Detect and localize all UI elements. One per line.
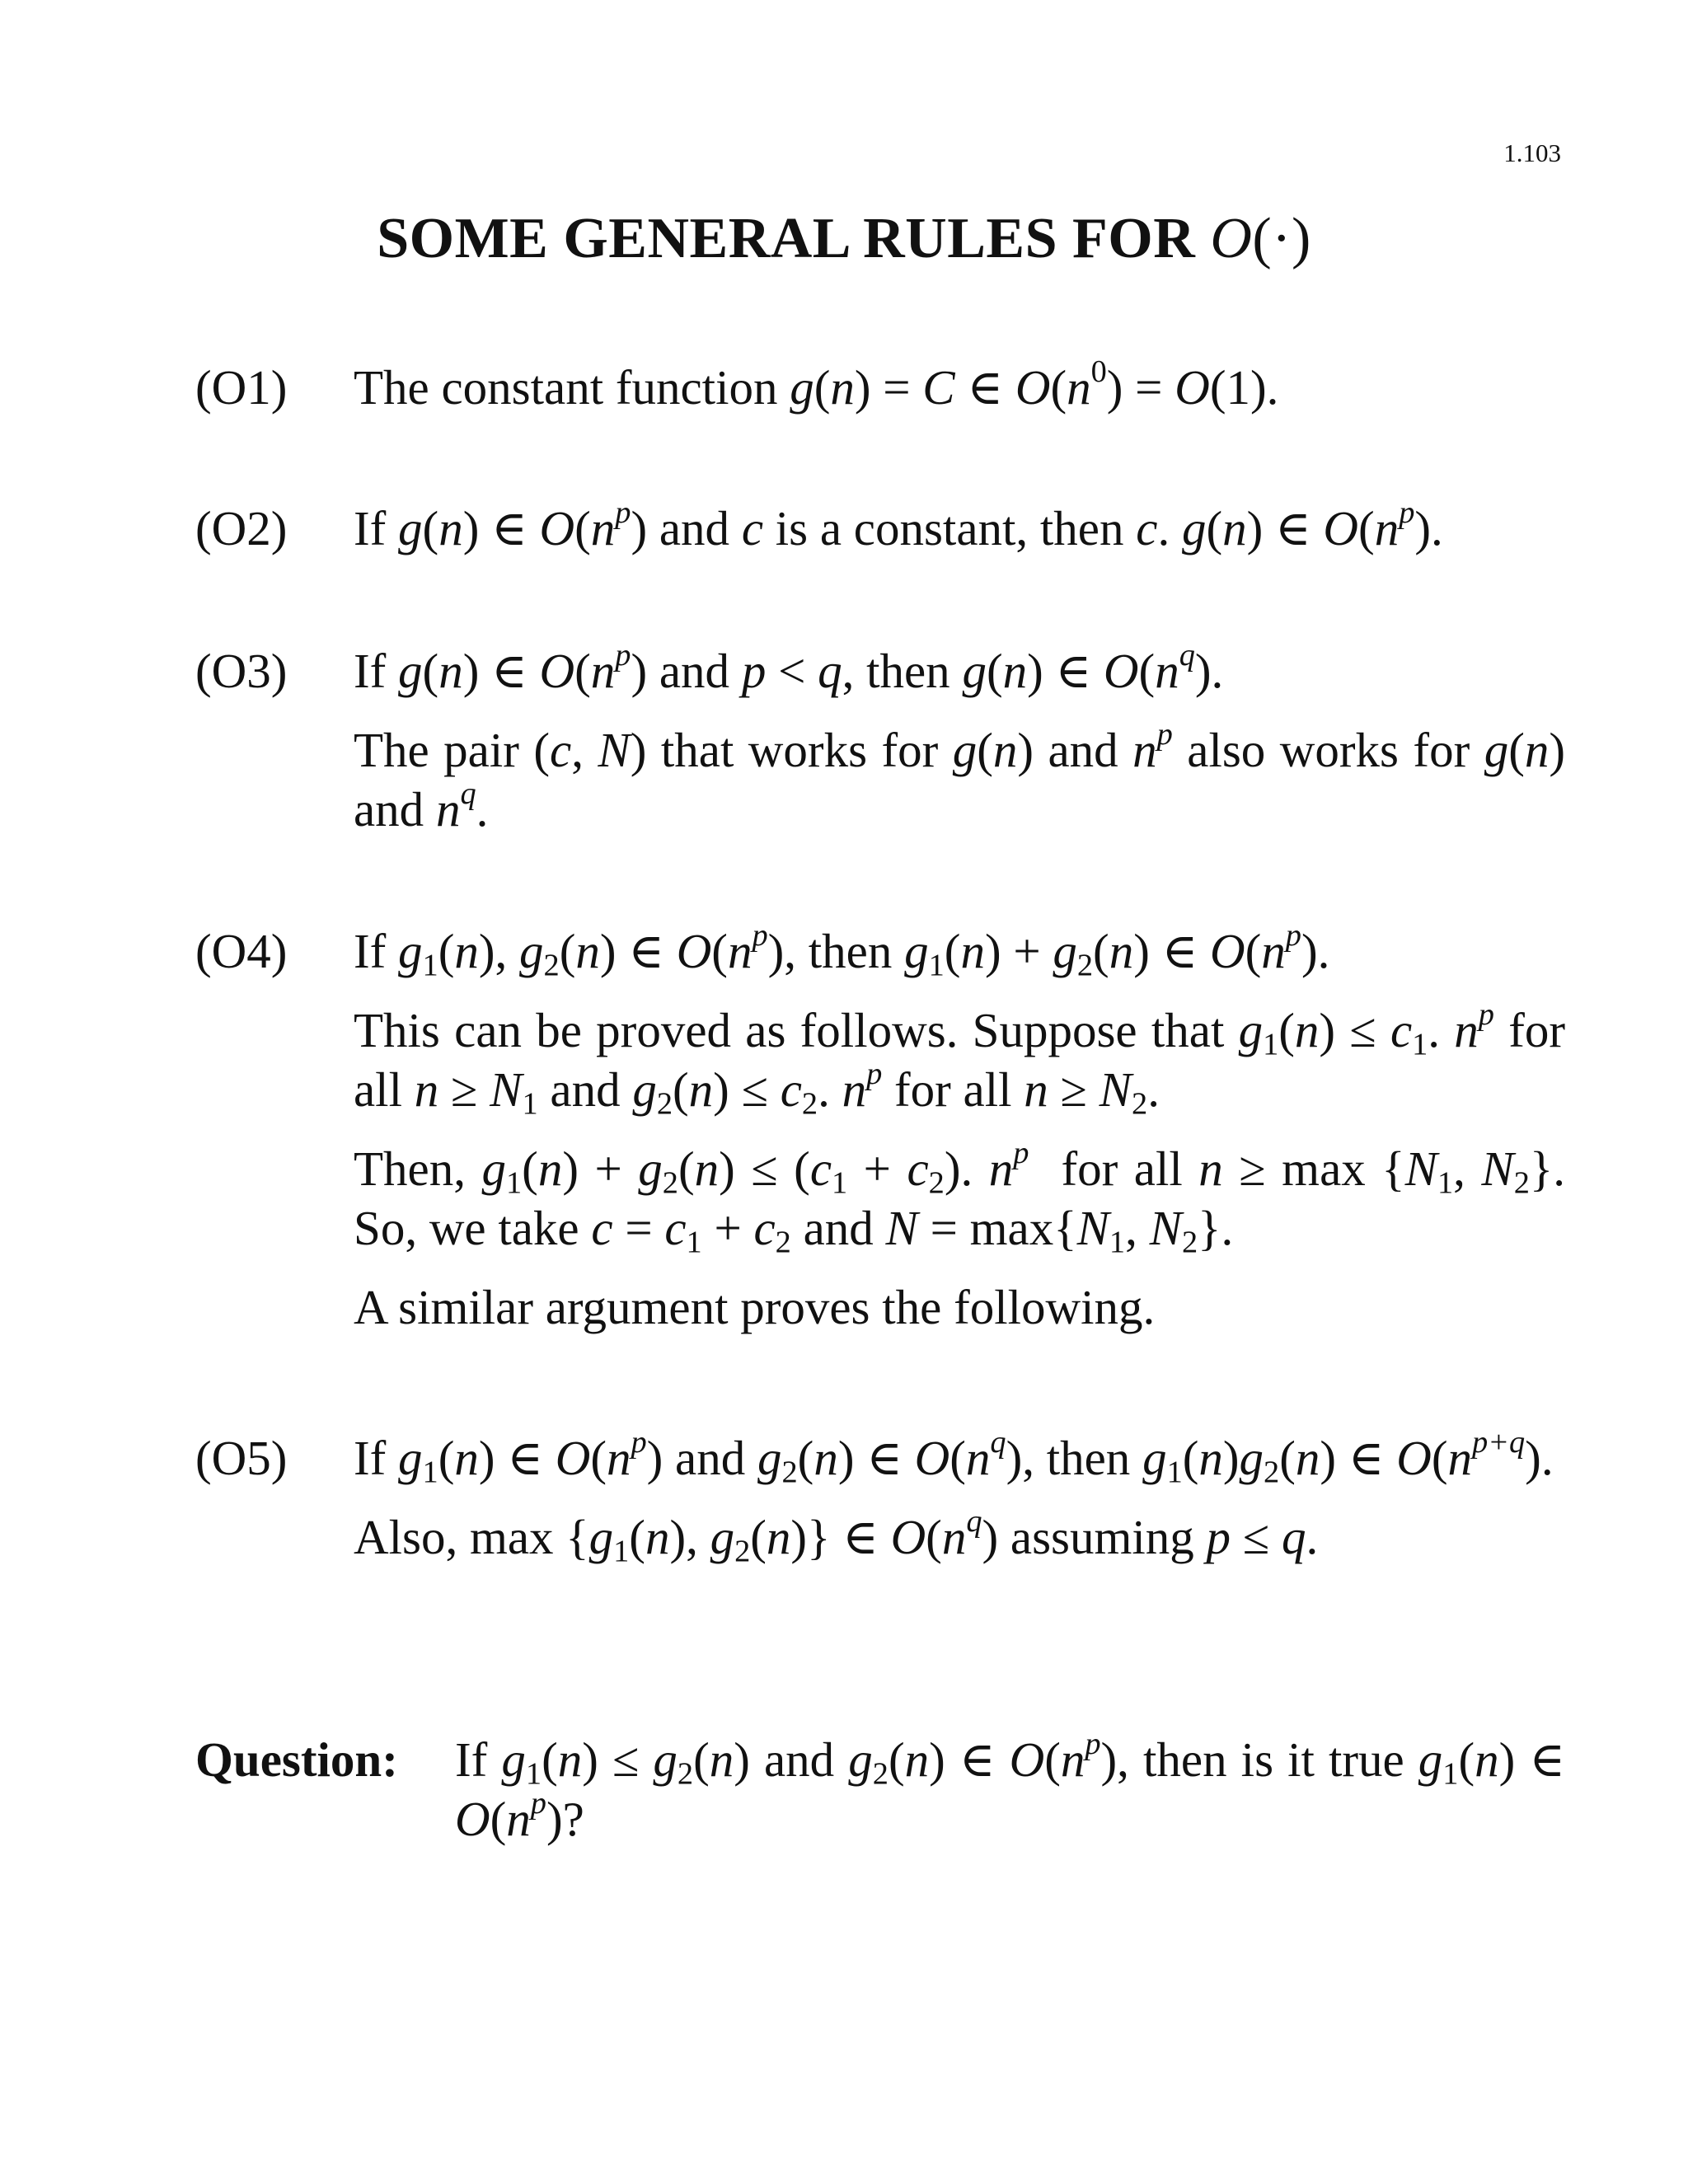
rule-o3 <box>195 638 1565 839</box>
rule-body <box>354 918 1566 1337</box>
rule-paragraph: A similar argument proves the following. <box>354 1280 1156 1334</box>
rule-paragraph: If $g_1(n)$, $g_2(n)$ ∈ $O(n^p)$, then $g_1(n) + g_2(n)$ ∈ $O(n^p)$. <box>354 918 1330 983</box>
question <box>195 1727 1566 1849</box>
question-text: If $g_1(n) \le g_2(n)$ and $g_2(n)$ ∈ $O(n^p)$, then is it true $g_1(n)$ ∈ $O(n^p)$? <box>455 1727 1566 1846</box>
rule-paragraph: Also, $\max \{g_1(n)$, $g_2(n)$} ∈ $O(n^q)$ assuming p ≤ q. <box>354 1504 1319 1569</box>
rule-paragraph: If $g_1(n)$ ∈ $O(n^p)$ and $g_2(n)$ ∈ $O(n^q)$, then $g_1(n)g_2(n)$ ∈ $O(n^{p+q})$. <box>354 1425 1554 1490</box>
rule-label: (O2) <box>195 501 288 555</box>
rule-paragraph: Then, $g_1(n) + g_2(n) \le (c_1 + c_2)$. $n^p$ for all $n \ge \max \{N_1$, $N_2$}. So, we take $c = c_1 + c_2$ and $N = \max\{N_1$, $N_2$}. <box>354 1136 1565 1260</box>
rule-body <box>354 354 1565 417</box>
rule-paragraph: If g(n) ∈ $O(n^p)$ and p < q, then g(n) ∈ $O(n^q)$. <box>354 638 1224 698</box>
question-body <box>455 1727 1566 1849</box>
rule-body <box>354 1425 1565 1569</box>
page-title-math: O(·) <box>1210 207 1311 270</box>
rule-label: (O5) <box>195 1431 288 1485</box>
question-label: Question: <box>195 1732 398 1787</box>
rule-o4 <box>195 918 1566 1337</box>
page-title <box>0 206 1688 272</box>
rule-body <box>354 495 1565 558</box>
rule-o5 <box>195 1425 1565 1569</box>
page-title-text: SOME GENERAL RULES FOR <box>377 207 1196 270</box>
rule-paragraph: The constant function g(n) = C ∈ $O(n^0) = O(1)$. <box>354 354 1279 415</box>
rule-o1 <box>195 354 1565 417</box>
rule-label: (O3) <box>195 644 288 698</box>
rule-paragraph: If g(n) ∈ $O(n^p)$ and c is a constant, then c. g(n) ∈ $O(n^p)$. <box>354 495 1443 555</box>
rule-paragraph: This can be proved as follows. Suppose that $g_1(n) \le c_1$. $n^p$ for all $n \ge N_1$ and $g_2(n) \le c_2$. $n^p$ for all $n \ge N_2$. <box>354 997 1566 1122</box>
rule-o2 <box>195 495 1565 558</box>
rule-paragraph: The pair (c, N) that works for g(n) and $n^p$ also works for g(n) and $n^q$. <box>354 717 1565 837</box>
rule-body <box>354 638 1565 839</box>
rule-label: (O1) <box>195 360 288 415</box>
page-number: 1.103 <box>1503 138 1561 167</box>
rule-label: (O4) <box>195 924 288 978</box>
